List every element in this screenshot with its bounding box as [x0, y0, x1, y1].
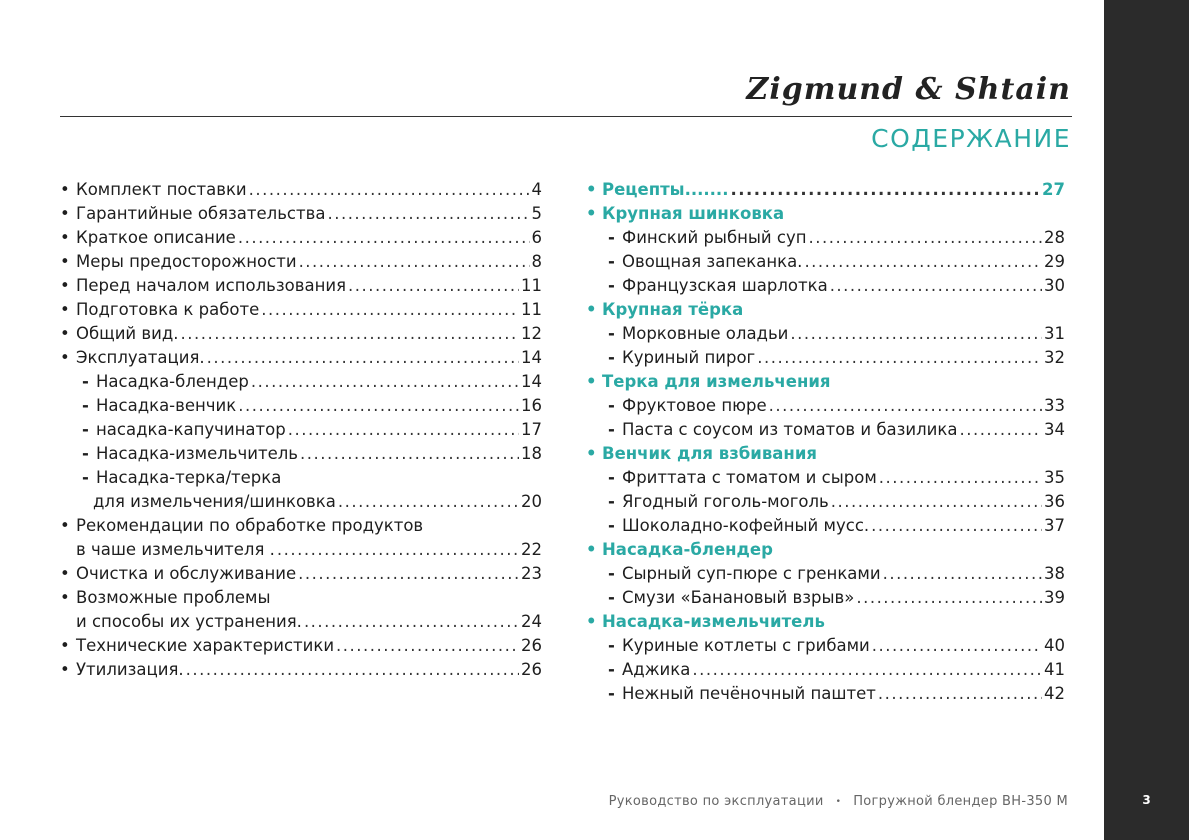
footer-product-name: Погружной блендер BH-350 M — [853, 794, 1068, 809]
bullet-marker: • — [586, 612, 597, 631]
dot-leader — [299, 250, 530, 274]
toc-entry — [60, 490, 542, 514]
bullet-marker: • — [60, 204, 70, 223]
dash-marker: - — [608, 588, 615, 607]
header-rule — [60, 116, 1072, 117]
toc-entry-title: Финский рыбный суп — [622, 228, 807, 247]
dot-leader — [856, 586, 1042, 610]
dot-leader — [959, 418, 1042, 442]
dot-leader — [304, 610, 519, 634]
toc-entry — [586, 274, 1065, 298]
bullet-marker: • — [60, 516, 70, 535]
toc-entry — [586, 586, 1065, 610]
dot-leader — [207, 346, 519, 370]
toc-entry — [60, 298, 542, 322]
toc-entry-title: в чаше измельчителя . — [76, 540, 275, 559]
toc-page-number: 33 — [1044, 396, 1065, 415]
toc-entry-title: Куриные котлеты с грибами — [622, 636, 870, 655]
dot-leader — [883, 562, 1042, 586]
toc-entry-title: Очистка и обслуживание — [76, 564, 297, 583]
toc-entry — [586, 490, 1065, 514]
toc-entry-title: Подготовка к работе — [76, 300, 260, 319]
toc-entry-title: Утилизация. — [76, 660, 184, 679]
toc-entry-title: для измельчения/шинковка — [93, 492, 336, 511]
toc-entry-title: Сырный суп-пюре с гренками — [622, 564, 881, 583]
toc-entry — [586, 298, 1065, 322]
toc-entry-title: Овощная запеканка. — [622, 252, 803, 271]
toc-entry — [586, 538, 1065, 562]
toc-entry-title: Комплект поставки — [76, 180, 247, 199]
toc-entry-title: насадка-капучинатор — [96, 420, 286, 439]
dot-leader — [790, 322, 1042, 346]
toc-entry — [586, 514, 1065, 538]
toc-entry-title: Меры предосторожности — [76, 252, 297, 271]
bullet-marker: • — [60, 276, 70, 295]
toc-page-number: 37 — [1044, 516, 1065, 535]
toc-entry-title: Крупная тёрка — [602, 300, 744, 319]
toc-entry — [60, 370, 542, 394]
toc-entry — [586, 634, 1065, 658]
toc-page-number: 20 — [521, 492, 542, 511]
dash-marker: - — [608, 564, 615, 583]
dash-marker: - — [608, 276, 615, 295]
toc-page-number: 4 — [531, 180, 542, 199]
toc-entry-title: Возможные проблемы — [76, 588, 271, 607]
dash-marker: - — [608, 492, 615, 511]
dash-marker: - — [608, 348, 615, 367]
dash-marker: - — [608, 252, 615, 271]
bullet-marker: • — [60, 252, 70, 271]
toc-entry-title: Насадка-терка/терка — [96, 468, 282, 487]
dot-leader — [872, 634, 1042, 658]
page-number: 3 — [1142, 793, 1151, 807]
toc-entry — [60, 202, 542, 226]
toc-entry — [586, 682, 1065, 706]
bullet-marker: • — [586, 204, 597, 223]
toc-page-number: 35 — [1044, 468, 1065, 487]
toc-page-number: 34 — [1044, 420, 1065, 439]
toc-entry — [586, 250, 1065, 274]
dot-leader — [336, 634, 519, 658]
dot-leader — [238, 394, 519, 418]
toc-entry-title: Рекомендации по обработке продуктов — [76, 516, 424, 535]
dot-leader — [338, 490, 519, 514]
toc-page-number: 11 — [521, 300, 542, 319]
toc-page-number: 27 — [1042, 180, 1065, 199]
toc-entry — [60, 418, 542, 442]
bullet-marker: • — [586, 372, 597, 391]
toc-page-number: 8 — [531, 252, 542, 271]
toc-entry — [586, 346, 1065, 370]
toc-entry — [586, 442, 1065, 466]
page-footer — [609, 794, 1068, 809]
dot-leader — [878, 682, 1042, 706]
dot-leader — [249, 178, 530, 202]
dash-marker: - — [608, 516, 615, 535]
toc-entry-title: Терка для измельчения — [602, 372, 831, 391]
toc-entry — [586, 226, 1065, 250]
dot-leader — [730, 178, 1040, 202]
toc-page-number: 29 — [1044, 252, 1065, 271]
toc-page-number: 18 — [521, 444, 542, 463]
footer-separator: • — [835, 796, 842, 807]
toc-entry — [60, 442, 542, 466]
dot-leader — [186, 658, 519, 682]
dot-leader — [692, 658, 1042, 682]
toc-left-column — [60, 178, 542, 682]
toc-page-number: 14 — [521, 372, 542, 391]
dash-marker: - — [82, 420, 89, 439]
toc-entry-title: Общий вид. — [76, 324, 179, 343]
bullet-marker: • — [60, 636, 70, 655]
dash-marker: - — [608, 468, 615, 487]
dot-leader — [757, 346, 1042, 370]
dash-marker: - — [608, 660, 615, 679]
footer-manual-title: Руководство по эксплуатации — [608, 794, 824, 809]
toc-entry — [586, 202, 1065, 226]
dot-leader — [804, 250, 1042, 274]
toc-page-number: 11 — [521, 276, 542, 295]
dash-marker: - — [608, 636, 615, 655]
dot-leader — [830, 274, 1042, 298]
toc-entry — [586, 562, 1065, 586]
section-title: СОДЕРЖАНИЕ — [871, 124, 1071, 153]
toc-page-number: 40 — [1044, 636, 1065, 655]
toc-entry-title: Насадка-венчик — [96, 396, 237, 415]
dot-leader — [769, 394, 1042, 418]
toc-entry-title: Нежный печёночный паштет — [622, 684, 876, 703]
toc-entry-title: Перед началом использования — [76, 276, 347, 295]
dot-leader — [831, 490, 1042, 514]
bullet-marker: • — [586, 444, 597, 463]
dot-leader — [879, 466, 1042, 490]
dot-leader — [288, 418, 519, 442]
dot-leader — [300, 442, 519, 466]
toc-page-number: 36 — [1044, 492, 1065, 511]
bullet-marker: • — [60, 348, 70, 367]
toc-entry-title: Крупная шинковка — [602, 204, 785, 223]
toc-entry-title: Венчик для взбивания — [602, 444, 817, 463]
toc-entry — [60, 586, 542, 610]
bullet-marker: • — [586, 180, 597, 199]
dot-leader — [348, 274, 519, 298]
toc-entry-title: Шоколадно-кофейный мусс. — [622, 516, 870, 535]
dash-marker: - — [82, 468, 89, 487]
toc-entry-title: Французская шарлотка — [622, 276, 828, 295]
toc-entry — [586, 466, 1065, 490]
toc-entry — [60, 226, 542, 250]
toc-entry — [60, 538, 542, 562]
toc-page-number: 31 — [1044, 324, 1065, 343]
toc-page-number: 22 — [521, 540, 542, 559]
toc-page-number: 38 — [1044, 564, 1065, 583]
bullet-marker: • — [586, 540, 597, 559]
toc-entry — [60, 178, 542, 202]
toc-entry-title: Гарантийные обязательства — [76, 204, 326, 223]
toc-entry-title: Морковные оладьи — [622, 324, 789, 343]
toc-page-number: 17 — [521, 420, 542, 439]
toc-entry-title: и способы их устранения. — [76, 612, 302, 631]
toc-entry-title: Эксплуатация. — [76, 348, 205, 367]
bullet-marker: • — [60, 660, 70, 679]
toc-entry — [60, 610, 542, 634]
bullet-marker: • — [586, 300, 597, 319]
dot-leader — [871, 514, 1042, 538]
toc-entry — [60, 514, 542, 538]
bullet-marker: • — [60, 180, 70, 199]
dot-leader — [298, 562, 519, 586]
toc-entry — [60, 562, 542, 586]
toc-entry — [60, 322, 542, 346]
toc-entry-title: Насадка-измельчитель — [96, 444, 299, 463]
toc-page-number: 28 — [1044, 228, 1065, 247]
toc-entry — [586, 610, 1065, 634]
toc-page-number: 26 — [521, 636, 542, 655]
toc-page-number: 5 — [531, 204, 542, 223]
toc-page-number: 32 — [1044, 348, 1065, 367]
toc-entry-title: Технические характеристики — [76, 636, 335, 655]
toc-entry-title: Фруктовое пюре — [622, 396, 767, 415]
dash-marker: - — [82, 444, 89, 463]
dash-marker: - — [608, 420, 615, 439]
bullet-marker: • — [60, 564, 70, 583]
dash-marker: - — [608, 324, 615, 343]
toc-entry — [60, 634, 542, 658]
dash-marker: - — [82, 396, 89, 415]
toc-entry-title: Рецепты....... — [602, 180, 729, 199]
dot-leader — [181, 322, 520, 346]
toc-entry — [586, 658, 1065, 682]
toc-page-number: 16 — [521, 396, 542, 415]
dash-marker: - — [608, 684, 615, 703]
toc-page-number: 42 — [1044, 684, 1065, 703]
dot-leader — [261, 298, 519, 322]
dot-leader — [277, 538, 519, 562]
toc-entry — [586, 322, 1065, 346]
bullet-marker: • — [60, 324, 70, 343]
toc-page-number: 39 — [1044, 588, 1065, 607]
toc-page-number: 30 — [1044, 276, 1065, 295]
dash-marker: - — [608, 228, 615, 247]
toc-entry-title: Насадка-блендер — [96, 372, 249, 391]
toc-entry-title: Ягодный гоголь-моголь — [622, 492, 829, 511]
toc-entry-title: Насадка-измельчитель — [602, 612, 825, 631]
side-band — [1104, 0, 1189, 840]
toc-entry-title: Куриный пирог — [622, 348, 756, 367]
bullet-marker: • — [60, 228, 70, 247]
dot-leader — [251, 370, 519, 394]
toc-entry — [60, 346, 542, 370]
toc-entry-title: Смузи «Банановый взрыв» — [622, 588, 855, 607]
toc-entry-title: Фриттата с томатом и сыром — [622, 468, 877, 487]
toc-entry — [60, 274, 542, 298]
toc-entry — [60, 250, 542, 274]
toc-page-number: 23 — [521, 564, 542, 583]
toc-entry-title: Краткое описание — [76, 228, 236, 247]
bullet-marker: • — [60, 300, 70, 319]
bullet-marker: • — [60, 588, 70, 607]
dash-marker: - — [82, 372, 89, 391]
toc-page-number: 41 — [1044, 660, 1065, 679]
toc-entry — [586, 178, 1065, 202]
toc-page-number: 24 — [521, 612, 542, 631]
toc-right-column — [586, 178, 1065, 706]
toc-entry-title: Паста с соусом из томатов и базилика — [622, 420, 958, 439]
dot-leader — [327, 202, 529, 226]
toc-entry — [60, 658, 542, 682]
toc-page-number: 26 — [521, 660, 542, 679]
toc-page-number: 6 — [531, 228, 542, 247]
dot-leader — [809, 226, 1042, 250]
toc-page-number: 14 — [521, 348, 542, 367]
toc-page-number: 12 — [521, 324, 542, 343]
toc-entry — [586, 418, 1065, 442]
toc-entry — [60, 394, 542, 418]
brand-logo: Zigmund & Shtain — [746, 72, 1071, 107]
toc-entry-title: Насадка-блендер — [602, 540, 773, 559]
dash-marker: - — [608, 396, 615, 415]
toc-entry — [586, 370, 1065, 394]
toc-entry — [60, 466, 542, 490]
toc-entry-title: Аджика — [622, 660, 691, 679]
toc-entry — [586, 394, 1065, 418]
dot-leader — [238, 226, 530, 250]
